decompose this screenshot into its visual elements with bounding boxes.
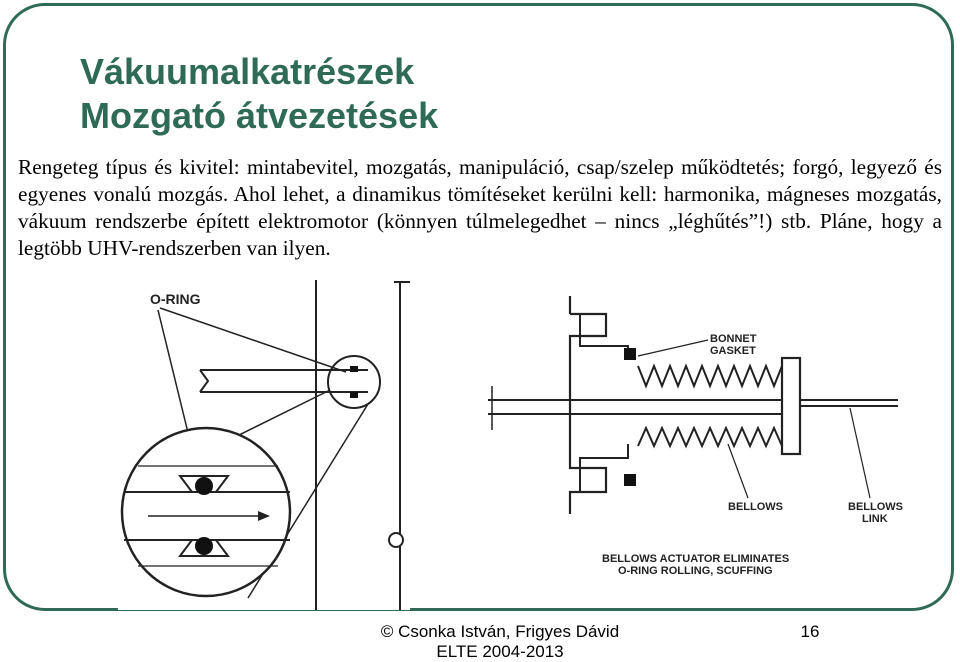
oring-seal-diagram <box>118 280 410 610</box>
footer-credit <box>340 622 660 662</box>
pivot-circle <box>389 533 403 547</box>
bellows-diagram <box>478 296 918 596</box>
bonnet-gasket <box>624 348 636 360</box>
leader-line <box>638 340 708 356</box>
bellows-bottom <box>638 428 782 446</box>
bonnet-label: BONNET <box>710 333 757 345</box>
gasket-label: GASKET <box>710 345 756 357</box>
oring-label: O-RING <box>150 291 201 307</box>
bellows-link-label-2: LINK <box>862 513 888 525</box>
figure-caption-2: O-RING ROLLING, SCUFFING <box>618 565 773 577</box>
footer-authors: © Csonka István, Frigyes Dávid <box>380 622 620 641</box>
shaft <box>200 370 368 392</box>
body-paragraph: Rengeteg típus és kivitel: mintabevitel, mozgatás, manipuláció, csap/szelep működtetés; forgó, legyező és egyenes vonalú mozgás. Ahol lehet, a dinamikus tömítéseket kerülni kell: harmonika, mágneses mozgatás, vákuum rendszerbe épített elektromotor (könnyen túlmelegedhet – nincs „léghűtés”!) stb. Pláne, hogy a legtöbb UHV-rendszerben van ilyen. <box>18 155 942 260</box>
bellows-link-label: BELLOWS <box>848 501 903 513</box>
oring-bottom <box>195 537 213 555</box>
oring-mark <box>350 392 358 398</box>
magnifier-circle <box>328 356 380 408</box>
bonnet-gasket <box>624 474 636 486</box>
bellows-top <box>638 366 782 386</box>
oring-mark <box>350 366 358 372</box>
leader-line <box>160 308 346 372</box>
leader-line <box>850 408 870 498</box>
title-line-2: Mozgató átvezetések <box>80 95 439 136</box>
enlarged-view <box>122 428 290 596</box>
bellows-label: BELLOWS <box>728 501 783 513</box>
bellows-end-plate <box>782 358 800 454</box>
figure-caption-1: BELLOWS ACTUATOR ELIMINATES <box>602 553 790 565</box>
housing-inner <box>580 314 628 492</box>
page-number: 16 <box>800 622 820 641</box>
oring-seal-svg <box>118 280 410 610</box>
title-line-1: Vákuumalkatrészek <box>80 51 415 92</box>
oring-top <box>195 477 213 495</box>
housing <box>570 296 606 514</box>
slide-title <box>80 50 438 138</box>
leader-line <box>728 444 748 498</box>
bellows-svg <box>478 296 918 596</box>
footer-institution: ELTE 2004-2013 <box>436 642 564 661</box>
